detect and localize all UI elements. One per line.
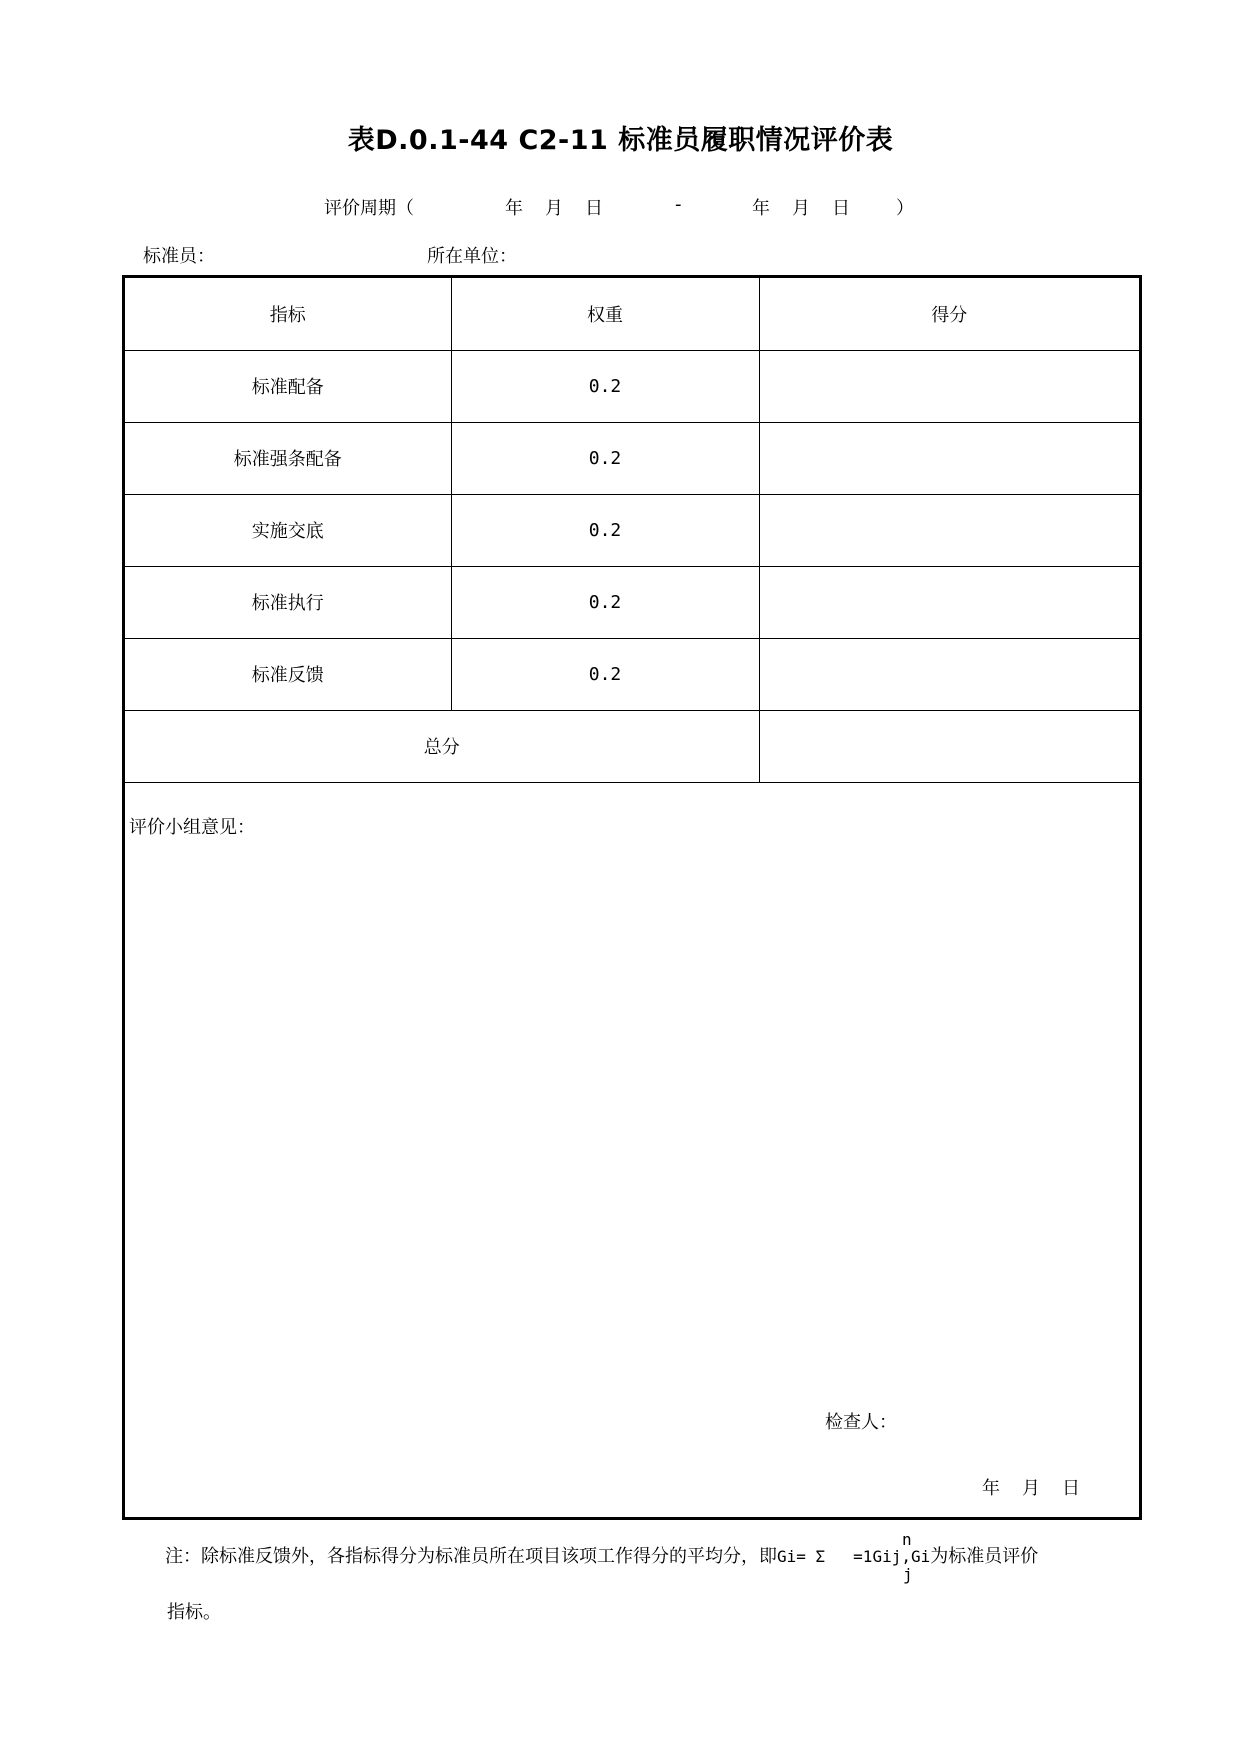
period-close-paren: ） [896,198,914,219]
sign-date-day: 日 [1062,1478,1080,1499]
table-row [125,566,1139,638]
table-row [125,422,1139,494]
score-cell[interactable] [759,350,1139,422]
period-label: 评价周期（ [324,198,414,219]
footnote-formula-a: Gi= Σ [777,1547,826,1566]
weight-cell: 0.2 [451,422,759,494]
indicator-cell: 标准配备 [125,350,451,422]
evaluation-table [125,278,1139,783]
sign-date-year: 年 [982,1478,1000,1499]
period-start-year: 年 [505,198,523,219]
sign-date-month: 月 [1022,1478,1040,1499]
indicator-cell: 标准强条配备 [125,422,451,494]
weight-cell: 0.2 [451,350,759,422]
footnote-suffix: 为标准员评价 [930,1546,1039,1567]
opinion-label: 评价小组意见： [129,817,255,838]
score-cell[interactable] [759,638,1139,710]
weight-cell: 0.2 [451,638,759,710]
footnote-formula-b: =1Gij,Gi [853,1547,931,1566]
period-end-year: 年 [752,198,770,219]
total-row [125,710,1139,782]
page-title: 表D.0.1-44 C2-11 标准员履职情况评价表 [347,125,894,156]
unit-label: 所在单位： [427,246,517,267]
evaluation-form-frame [122,275,1142,1520]
total-label: 总分 [125,710,759,782]
score-cell[interactable] [759,566,1139,638]
score-cell[interactable] [759,422,1139,494]
footnote-text: 注：除标准反馈外，各指标得分为标准员所在项目该项工作得分的平均分，即 [165,1546,777,1567]
total-score-cell[interactable] [759,710,1139,782]
header-weight: 权重 [451,278,759,350]
formula-subscript-j: j [903,1565,913,1584]
staff-label: 标准员： [143,246,215,267]
period-end-day: 日 [832,198,850,219]
weight-cell: 0.2 [451,566,759,638]
header-score: 得分 [759,278,1139,350]
score-cell[interactable] [759,494,1139,566]
table-row [125,350,1139,422]
footnote-line2: 指标。 [167,1602,221,1623]
checker-label: 检查人： [825,1412,897,1433]
weight-cell: 0.2 [451,494,759,566]
indicator-cell: 标准执行 [125,566,451,638]
period-end-month: 月 [792,198,810,219]
table-row [125,638,1139,710]
header-indicator: 指标 [125,278,451,350]
formula-superscript-n: n [902,1530,912,1549]
indicator-cell: 实施交底 [125,494,451,566]
period-start-month: 月 [545,198,563,219]
table-row [125,494,1139,566]
indicator-cell: 标准反馈 [125,638,451,710]
period-start-day: 日 [585,198,603,219]
period-dash: - [675,194,682,215]
table-header-row [125,278,1139,350]
